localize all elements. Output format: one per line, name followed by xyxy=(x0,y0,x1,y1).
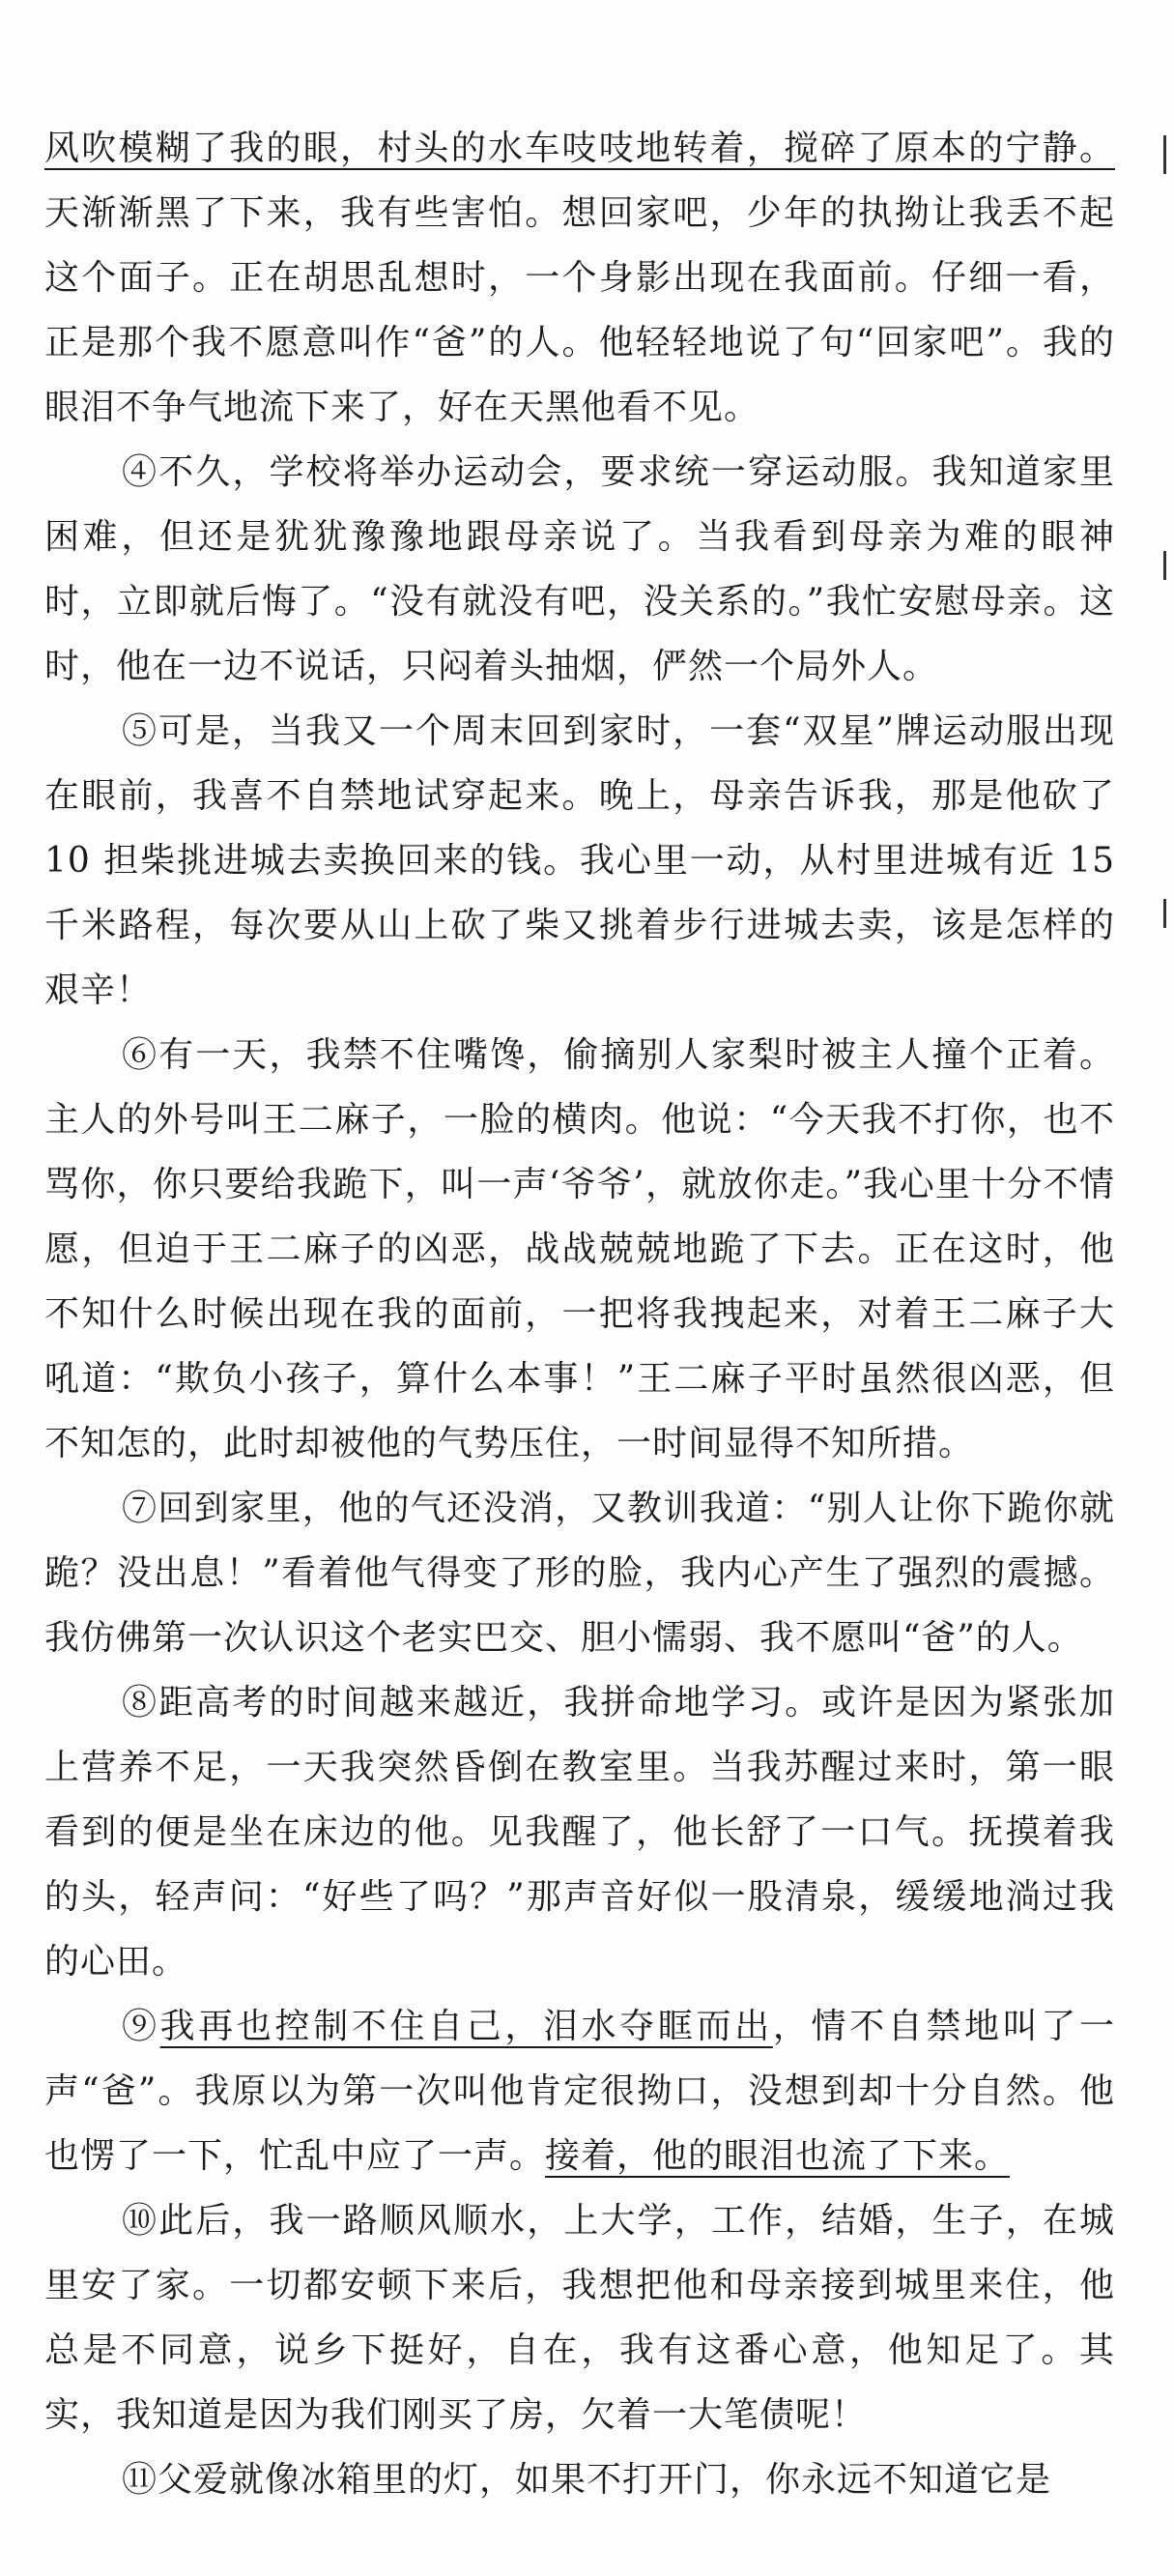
paragraph-9 xyxy=(44,1994,1115,2188)
paragraph-text: ⑦回到家里，他的气还没消，又教训我道：“别人让你下跪你就跪？没出息！”看着他气得变了形的脸，我内心产生了强烈的震撼。我仿佛第一次认识这个老实巴交、胆小懦弱、我不愿叫“爸”的人。 xyxy=(44,1489,1115,1658)
paragraph-text: ⑥有一天，我禁不住嘴馋，偷摘别人家梨时被主人撞个正着。主人的外号叫王二麻子，一脸的横肉。他说：“今天我不打你，也不骂你，你只要给我跪下，叫一声‘爷爷’，就放你走。”我心里十分不情愿，但迫于王二麻子的凶恶，战战兢兢地跪了下去。正在这时，他不知什么时候出现在我的面前，一把将我拽起来，对着王二麻子大吼道：“欺负小孩子，算什么本事！”王二麻子平时虽然很凶恶，但不知怎的，此时却被他的气势压住，一时间显得不知所措。 xyxy=(44,1035,1115,1463)
paragraph-text: ⑧距高考的时间越来越近，我拼命地学习。或许是因为紧张加上营养不足，一天我突然昏倒在教室里。当我苏醒过来时，第一眼看到的便是坐在床边的他。见我醒了，他长舒了一口气。抚摸着我的头，轻声问：“好些了吗？”那声音好似一股清泉，缓缓地淌过我的心田。 xyxy=(44,1683,1115,1982)
underlined-sentence: 我再也控制不住自己，泪水夺眶而出 xyxy=(159,2007,773,2046)
paragraph-text: ④不久，学校将举办运动会，要求统一穿运动服。我知道家里困难，但还是犹犹豫豫地跟母亲说了。当我看到母亲为难的眼神时，立即就后悔了。“没有就没有吧，没关系的。”我忙安慰母亲。这时，他在一边不说话，只闷着头抽烟，俨然一个局外人。 xyxy=(44,452,1115,686)
page-edge-marks xyxy=(1135,0,1174,2576)
paragraph-6 xyxy=(44,1023,1115,1476)
paragraph-continuation xyxy=(44,116,1115,440)
underlined-sentence: 风吹模糊了我的眼，村头的水车吱吱地转着，搅碎了原本的宁静。 xyxy=(44,129,1115,168)
paragraph-text: 天渐渐黑了下来，我有些害怕。想回家吧，少年的执拗让我丢不起这个面子。正在胡思乱想时，一个身影出现在我面前。仔细一看，正是那个我不愿意叫作“爸”的人。他轻轻地说了句“回家吧”。我的眼泪不争气地流下来了，好在天黑他看不见。 xyxy=(44,193,1115,427)
edge-mark xyxy=(1163,551,1166,580)
paragraph-11 xyxy=(44,2447,1115,2512)
paragraph-text: ，情不自禁地叫了一声“爸”。我原以为第一次叫他肯定很拗口，没想到却十分自然。他也愣了一下，忙乱中应了一声。 xyxy=(44,2007,1115,2176)
paragraph-text: ⑪父爱就像冰箱里的灯，如果不打开门，你永远不知道它是 xyxy=(122,2460,1052,2500)
paragraph-8 xyxy=(44,1670,1115,1994)
edge-mark xyxy=(1163,135,1166,174)
underlined-sentence: 接着，他的眼泪也流了下来。 xyxy=(545,2136,1011,2176)
paragraph-text: ⑤可是，当我又一个周末回到家时，一套“双星”牌运动服出现在眼前，我喜不自禁地试穿起来。晚上，母亲告诉我，那是他砍了 10 担柴挑进城去卖换回来的钱。我心里一动，从村里进城有近 15 千米路程，每次要从山上砍了柴又挑着步行进城去卖，该是怎样的艰辛！ xyxy=(44,711,1115,1010)
essay-text-column xyxy=(44,116,1115,2512)
edge-mark xyxy=(1163,899,1166,928)
paragraph-10 xyxy=(44,2188,1115,2447)
paragraph-number: ⑨ xyxy=(122,2007,160,2046)
paragraph-4 xyxy=(44,440,1115,699)
paragraph-7 xyxy=(44,1476,1115,1670)
paragraph-text: ⑩此后，我一路顺风顺水，上大学，工作，结婚，生子，在城里安了家。一切都安顿下来后，我想把他和母亲接到城里来住，他总是不同意，说乡下挺好，自在，我有这番心意，他知足了。其实，我知道是因为我们刚买了房，欠着一大笔债呢！ xyxy=(44,2201,1115,2435)
paragraph-5 xyxy=(44,699,1115,1023)
